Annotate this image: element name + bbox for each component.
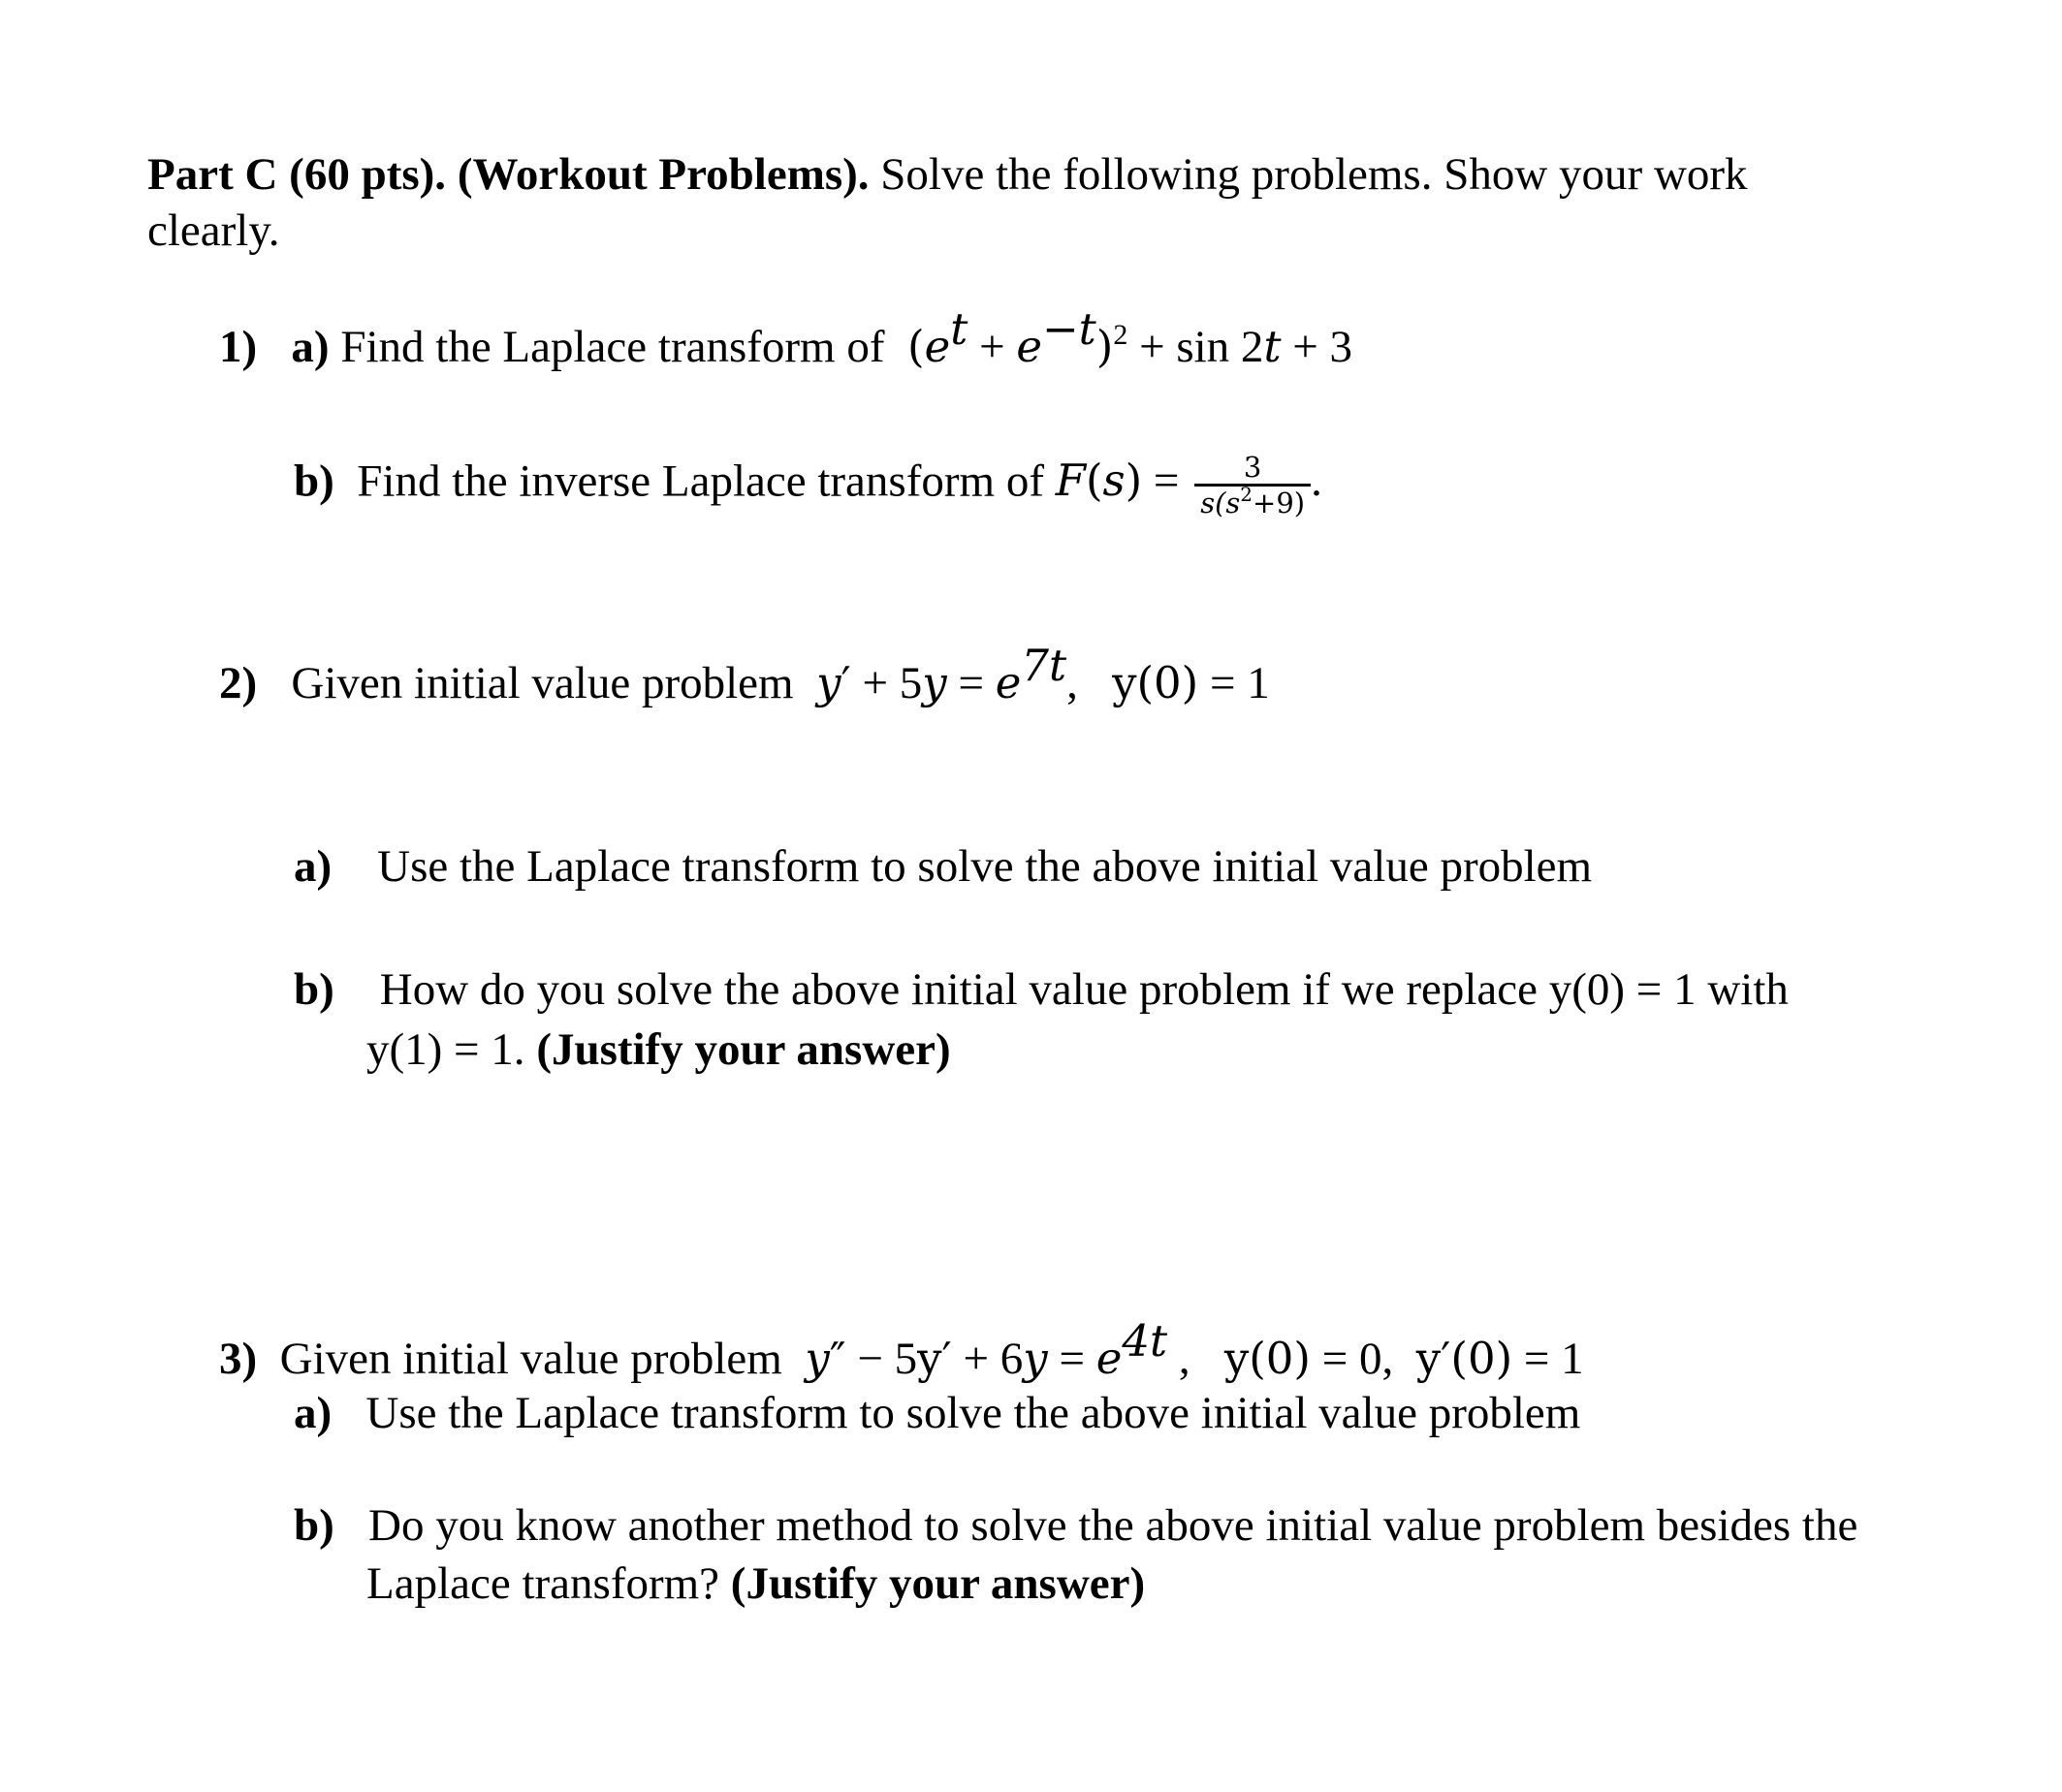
part-label: Part C (60 pts).: [147, 149, 447, 200]
fraction-denominator: $s(s^2+9)$: [1194, 484, 1311, 519]
q1-a-text: Find the Laplace transform of: [340, 322, 885, 372]
q3-formula: $y'' - 5y' + 6y = e^{4t}$ , y(0) = 0, y′(0) = 1: [805, 1315, 1584, 1384]
q2-b-line-1: [294, 962, 1789, 1017]
part-kind: (Workout Problems).: [457, 149, 870, 200]
fraction-numerator: 3: [1243, 451, 1262, 484]
q3: [219, 1315, 1584, 1386]
q2-formula: $y' + 5y = e^{7t}$, y(0) = 1: [816, 640, 1270, 708]
q3-b-line-1: [294, 1498, 1857, 1553]
q1-b: [294, 451, 1322, 519]
q1-b-formula: F(s) = $\frac{3}{s(s^2+9)}$ .: [1055, 451, 1322, 519]
q1-b-fraction: [1194, 451, 1311, 519]
q3-text: Given initial value problem: [279, 1334, 782, 1384]
q2-a-label: a): [294, 841, 333, 892]
q3-b-label: b): [294, 1500, 334, 1551]
q3-b-text: Do you know another method to solve the above initial value problem besides the: [368, 1500, 1858, 1551]
q2-a-text: Use the Laplace transform to solve the above initial value problem: [377, 841, 1593, 892]
q3-a: [294, 1386, 1580, 1440]
q3-b-text-2: Laplace transform?: [366, 1558, 720, 1609]
q1-a-label: a): [291, 322, 330, 372]
q2-b-line-2: [366, 1022, 951, 1077]
q2-b-justify: (Justify your answer): [536, 1024, 951, 1075]
q1-number: 1): [219, 322, 258, 372]
q2: [219, 640, 1270, 710]
part-header: [147, 147, 1748, 202]
q2-b-text: How do you solve the above initial value problem if we replace y(0) = 1 with: [379, 964, 1789, 1015]
q3-a-text: Use the Laplace transform to solve the above initial value problem: [365, 1388, 1581, 1438]
q3-b-justify: (Justify your answer): [730, 1558, 1146, 1609]
q3-b-line-2: [366, 1556, 1145, 1611]
q3-a-label: a): [294, 1388, 333, 1438]
q1-a: [219, 303, 1353, 374]
instruction-line-2: clearly.: [147, 205, 280, 256]
q2-b-label: b): [294, 964, 334, 1015]
q3-number: 3): [219, 1334, 258, 1384]
q2-number: 2): [219, 658, 258, 708]
q1-b-label: b): [294, 456, 334, 507]
q1-a-formula: $(e^t + e^{-t})^2 + \sin 2t + 3$: [907, 303, 1353, 372]
instruction-line-1: Solve the following problems. Show your work: [880, 149, 1748, 200]
q2-a: [294, 839, 1592, 894]
q2-b-condition: y(1) = 1.: [366, 1024, 525, 1075]
q1-b-text: Find the inverse Laplace transform of: [357, 456, 1044, 507]
q2-text: Given initial value problem: [291, 658, 794, 708]
